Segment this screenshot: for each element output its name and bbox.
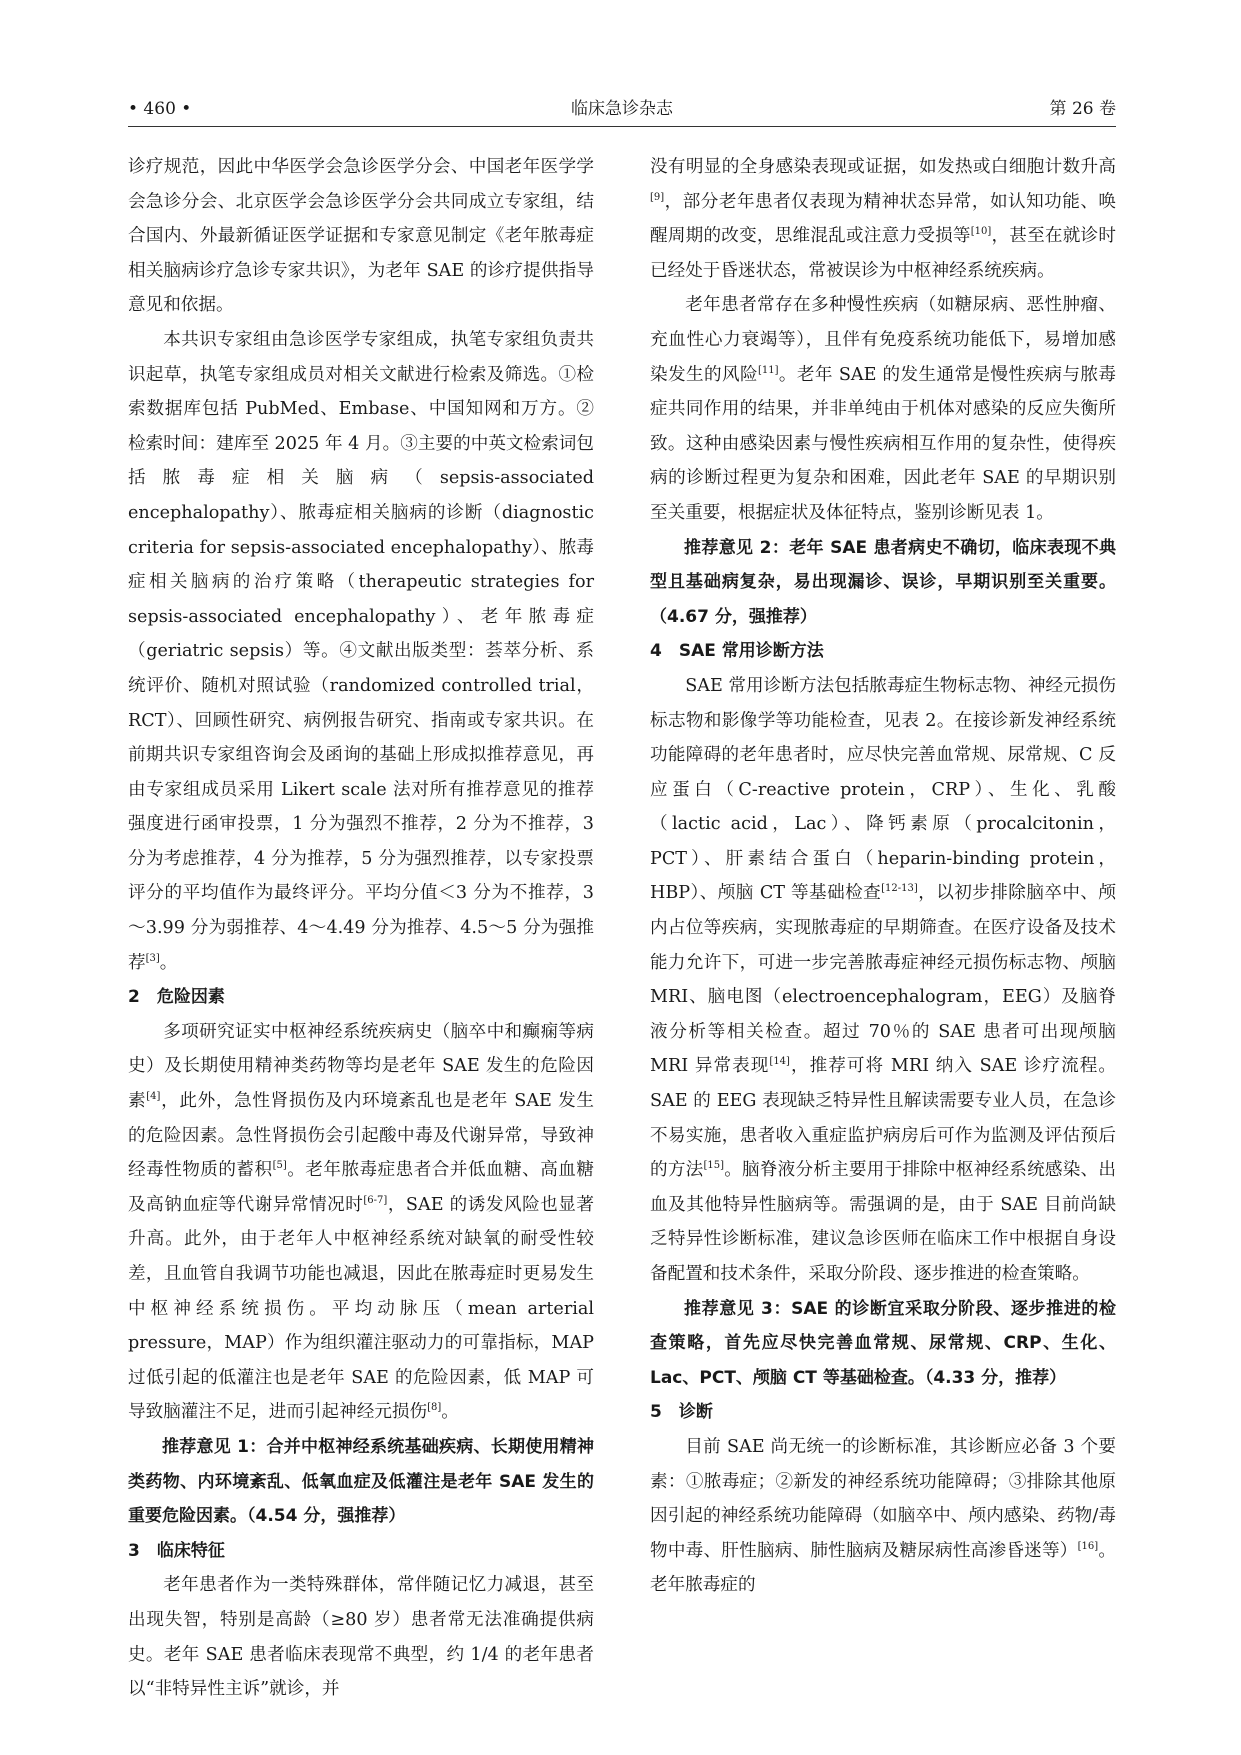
section-heading: 5 诊断 [650,1402,713,1423]
paragraph [650,288,1116,530]
recommendation: 推荐意见 2：老年 SAE 患者病史不确切，临床表现不典型且基础病复杂，易出现漏诊、误诊，早期识别至关重要。（4.67 分，强推荐） [650,537,1116,627]
recommendation: 推荐意见 3：SAE 的诊断宜采取分阶段、逐步推进的检查策略，首先应尽快完善血常规、尿常规、CRP、生化、Lac、PCT、颅脑 CT 等基础检查。（4.33 分，推荐） [650,1298,1116,1388]
text-run: 。老年脓毒症的 [650,1540,1116,1596]
text-run: 。老年 SAE 的发生通常是慢性疾病与脓毒症共同作用的结果，并非单纯由于机体对感染的反应失衡所致。这种由感染因素与慢性疾病相互作用的复杂性，使得疾病的诊断过程更为复杂和困难，因此老年 SAE 的早期识别至关重要，根据症状及体征特点，鉴别诊断见表 1。 [650,364,1116,523]
text-run: SAE 常用诊断方法包括脓毒症生物标志物、神经元损伤标志物和影像学等功能检查，见表 2。在接诊新发神经系统功能障碍的老年患者时，应尽快完善血常规、尿常规、C 反应蛋白（C-reactive protein，CRP）、生化、乳酸（lactic acid，Lac）、降钙素原（procalcitonin，PCT）、肝素结合蛋白（heparin-binding protein，HBP）、颅脑 CT 等基础检查 [650,675,1116,904]
citation: [14] [769,1056,790,1068]
text-run: 老年患者常存在多种慢性疾病（如糖尿病、恶性肿瘤、充血性心力衰竭等），且伴有免疫系统功能低下，易增加感染发生的风险 [650,295,1116,385]
text-run: 多项研究证实中枢神经系统疾病史（脑卒中和癫痫等病史）及长期使用精神类药物等均是老年 SAE 发生的危险因素 [128,1021,594,1112]
text-run: 目前 SAE 尚无统一的诊断标准，其诊断应必备 3 个要素：①脓毒症；②新发的神经系统功能障碍；③排除其他原因引起的神经系统功能障碍（如脑卒中、颅内感染、药物/毒物中毒、肝性脑病、肺性脑病及糖尿病性高渗昏迷等） [650,1436,1116,1561]
text-run: ，此外，急性肾损伤及内环境紊乱也是老年 SAE 发生的危险因素。急性肾损伤会引起酸中毒及代谢异常，导致神经毒性物质的蓄积 [128,1091,594,1181]
paragraph [650,669,1116,1292]
text-run: 没有明显的全身感染表现或证据，如发热或白细胞计数升高 [650,157,1116,177]
left-column [128,150,594,1707]
text-run: ，以初步排除脑卒中、颅内占位等疾病，实现脓毒症的早期筛查。在医疗设备及技术能力允许下，可进一步完善脓毒症神经元损伤标志物、颅脑 MRI、脑电图（electroencephalogram，EEG）及脑脊液分析等相关检查。超过 70％的 SAE 患者可出现颅脑 MRI 异常表现 [650,883,1116,1077]
section-heading: 3 临床特征 [128,1540,225,1561]
paragraph [650,1430,1116,1603]
text-run: 。 [441,1402,459,1423]
citation: [4] [146,1091,161,1103]
text-run: ，SAE 的诱发风险也显著升高。此外，由于老年人中枢神经系统对缺氧的耐受性较差，且血管自我调节功能也减退，因此在脓毒症时更易发生中枢神经系统损伤。平均动脉压（mean arterial pressure，MAP）作为组织灌注驱动力的可靠指标，MAP 过低引起的低灌注也是老年 SAE 的危险因素，低 MAP 可导致脑灌注不足，进而引起神经元损伤 [128,1194,594,1423]
text-run: ，推荐可将 MRI 纳入 SAE 诊疗流程。SAE 的 EEG 表现缺乏特异性且解读需要专业人员，在急诊不易实施，患者收入重症监护病房后可作为监测及评估预后的方法 [650,1056,1117,1181]
citation: [15] [703,1160,724,1172]
paragraph [650,150,1116,288]
paragraph [128,323,594,980]
text-run: ，部分老年患者仅表现为精神状态异常，如认知功能、唤醒周期的改变，思维混乱或注意力受损等 [650,191,1116,247]
text-run: 本共识专家组由急诊医学专家组成，执笔专家组负责共识起草，执笔专家组成员对相关文献进行检索及筛选。①检索数据库包括 PubMed、Embase、中国知网和万方。②检索时间：建库至 2025 年 4 月。③主要的中英文检索词包括脓毒症相关脑病（sepsis-associated encephalopathy）、脓毒症相关脑病的诊断（diagnostic criteria for sepsis-associated encephalopathy）、脓毒症相关脑病的治疗策略（therapeutic strategies for sepsis-associated encephalopathy）、老年脓毒症（geriatric sepsis）等。④文献出版类型：荟萃分析、系统评价、随机对照试验（randomized controlled trial，RCT）、回顾性研究、病例报告研究、指南或专家共识。在前期共识专家组咨询会及函询的基础上形成拟推荐意见，再由专家组成员采用 Likert scale 法对所有推荐意见的推荐强度进行函审投票，1 分为强烈不推荐，2 分为不推荐，3 分为考虑推荐，4 分为推荐，5 分为强烈推荐，以专家投票评分的平均值作为最终评分。平均分值＜3 分为不推荐，3～3.99 分为弱推荐、4～4.49 分为推荐、4.5～5 分为强推荐 [128,329,594,973]
paragraph: 老年患者作为一类特殊群体，常伴随记忆力减退，甚至出现失智，特别是高龄（≥80 岁）患者常无法准确提供病史。老年 SAE 患者临床表现常不典型，约 1/4 的老年患者以“非特异性主诉”就诊，并 [128,1575,594,1700]
section-heading: 2 危险因素 [128,987,225,1008]
volume-label: 第 26 卷 [1049,99,1116,119]
text-run: 。脑脊液分析主要用于排除中枢神经系统感染、出血及其他特异性脑病等。需强调的是，由于 SAE 目前尚缺乏特异性诊断标准，建议急诊医师在临床工作中根据自身设备配置和技术条件，采取分阶段、逐步推进的检查策略。 [650,1160,1116,1284]
citation: [5] [272,1160,287,1172]
section-heading: 4 SAE 常用诊断方法 [650,641,824,662]
journal-title: 临床急诊杂志 [571,99,673,119]
citation: [11] [757,364,779,376]
text-run: 。老年脓毒症患者合并低血糖、高血糖及高钠血症等代谢异常情况时 [128,1160,594,1215]
citation: [12-13] [881,883,918,895]
citation: [8] [427,1402,442,1414]
paragraph [128,1015,594,1430]
citation: [10] [970,226,992,238]
citation: [9] [650,191,665,203]
text-run: ，甚至在就诊时已经处于昏迷状态，常被误诊为中枢神经系统疾病。 [650,226,1116,281]
recommendation: 推荐意见 1：合并中枢神经系统基础疾病、长期使用精神类药物、内环境紊乱、低氧血症及低灌注是老年 SAE 发生的重要危险因素。（4.54 分，强推荐） [128,1436,594,1527]
paragraph: 诊疗规范，因此中华医学会急诊医学分会、中国老年医学学会急诊分会、北京医学会急诊医学分会共同成立专家组，结合国内、外最新循证医学证据和专家意见制定《老年脓毒症相关脑病诊疗急诊专家共识》，为老年 SAE 的诊疗提供指导意见和依据。 [128,157,594,316]
citation: [3] [145,952,160,964]
page-number: • 460 • [128,99,192,119]
citation: [16] [1077,1540,1099,1552]
header-rule [128,126,1116,127]
text-run: 。 [159,952,178,973]
right-column [650,150,1116,1603]
citation: [6-7] [363,1194,388,1206]
